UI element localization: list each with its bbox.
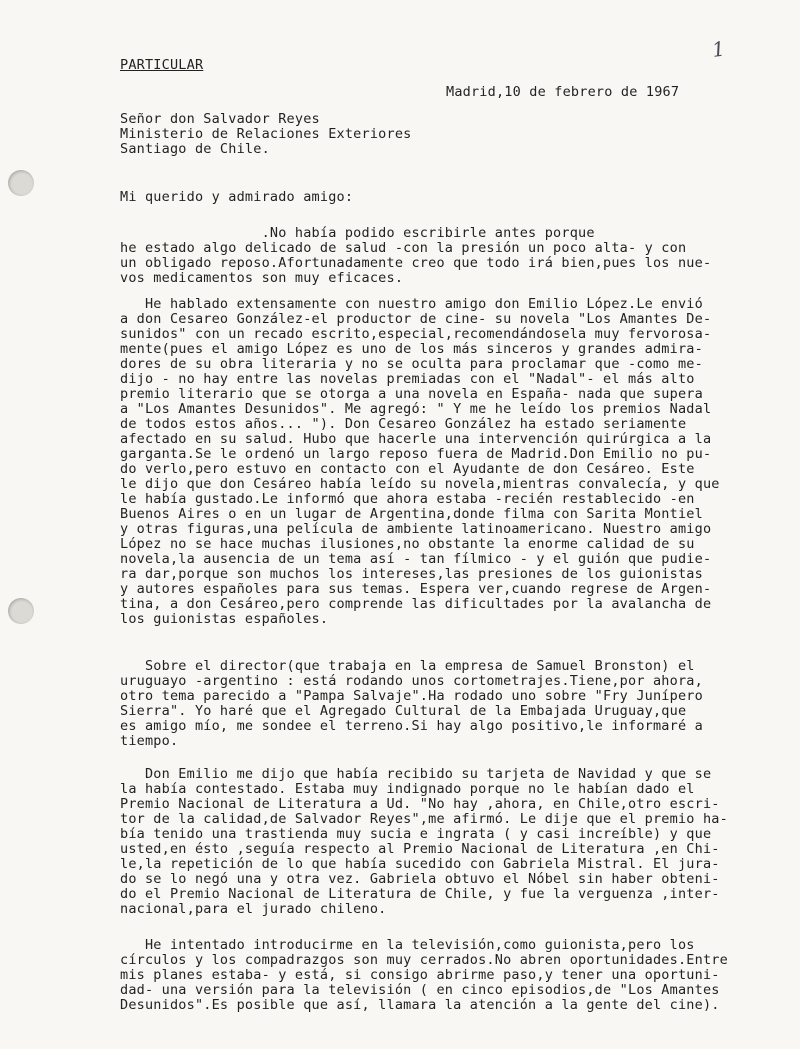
- paragraph: Don Emilio me dijo que había recibido su tarjeta de Navidad y que se la había contestado. Estaba muy indignado porque no le habían dado el Premio Nacional de Literatura a Ud. "No hay ,ahora, en Chile,otro escri- tor de la calidad,de Salvador Reyes",me afirmó. Le dije que el premio ha- bía tenido una trastienda muy sucia e ingrata ( y casi increíble) y que usted,en ésto ,seguía respecto al Premio Nacional de Literatura ,en Chi- le,la repetición de lo que había sucedido con Gabriela Mistral. El jura- do se lo negó una y otra vez. Gabriela obtuvo el Nóbel sin haber obteni- do el Premio Nacional de Literatura de Chile, y fue la verguenza ,inter- nacional,para el jurado chileno.: [120, 766, 728, 917]
- punch-hole: [8, 598, 34, 624]
- punch-hole: [8, 170, 34, 196]
- page-number: 1: [710, 36, 727, 62]
- paragraph: .No había podido escribirle antes porque he estado algo delicado de salud -con la presión un poco alta- y con un obligado reposo.Afortunadamente creo que todo irá bien,pues los nue- vos medicamentos son muy eficaces.: [120, 225, 712, 286]
- salutation: Mi querido y admirado amigo:: [120, 189, 354, 205]
- paragraph: He hablado extensamente con nuestro amigo don Emilio López.Le envió a don Cesareo González-el productor de cine- su novela "Los Amantes De- sunidos" con un recado escrito,especial,recomendándosela muy fervorosa- mente(pues el amigo López es uno de los más sinceros y grandes admira- dores de su obra literaria y no se oculta para proclamar que -como me- dijo - no hay entre las novelas premiadas con el "Nadal"- el más alto premio literario que se otorga a una novela en España- nada que supera a "Los Amantes Desunidos". Me agregó: " Y me he leído los premios Nadal de todos estos años... "). Don Cesareo González ha estado seriamente afectado en su salud. Hubo que hacerle una intervención quirúrgica a la garganta.Se le ordenó un largo reposo fuera de Madrid.Don Emilio no pu- do verlo,pero estuvo en contacto con el Ayudante de don Cesáreo. Este le dijo que don Cesáreo había leído su novela,mientras convalecía, y que le había gustado.Le informó que ahora estaba -recién restablecido -en Buenos Aires o en un lugar de Argentina,donde filma con Sarita Montiel y otras figuras,una película de ambiente latinoamericano. Nuestro amigo López no se hace muchas ilusiones,no obstante la enorme calidad de su novela,la ausencia de un tema así - tan fílmico - y el guión que pudie- ra dar,porque son muchos los intereses,las presiones de los guionistas y autores españoles para sus temas. Espera ver,cuando regrese de Argen- tina, a don Cesáreo,pero comprende las dificultades por la avalancha de los guionistas españoles.: [120, 296, 720, 627]
- paragraph: Sobre el director(que trabaja en la empresa de Samuel Bronston) el uruguayo -argentino : está rodando unos cortometrajes.Tiene,por ahora, otro tema parecido a "Pampa Salvaje".Ha rodado uno sobre "Fry Junípero Sierra". Yo haré que el Agregado Cultural de la Embajada Uruguay,que es amigo mío, me sondee el terreno.Si hay algo positivo,le informaré a tiempo.: [120, 658, 703, 749]
- recipient-address: Señor don Salvador Reyes Ministerio de Relaciones Exteriores Santiago de Chile.: [120, 111, 412, 157]
- letter-heading: PARTICULAR: [120, 57, 204, 73]
- letter-date: Madrid,10 de febrero de 1967: [446, 84, 680, 100]
- paragraph: He intentado introducirme en la televisión,como guionista,pero los círculos y los compadrazgos son muy cerrados.No abren oportunidades.Entre mis planes estaba- y está, si consigo abrirme paso,y tener una oportuni- dad- una versión para la televisión ( en cinco episodios,de "Los Amantes Desunidos".Es posible que así, llamara la atención a la gente del cine).: [120, 937, 728, 1013]
